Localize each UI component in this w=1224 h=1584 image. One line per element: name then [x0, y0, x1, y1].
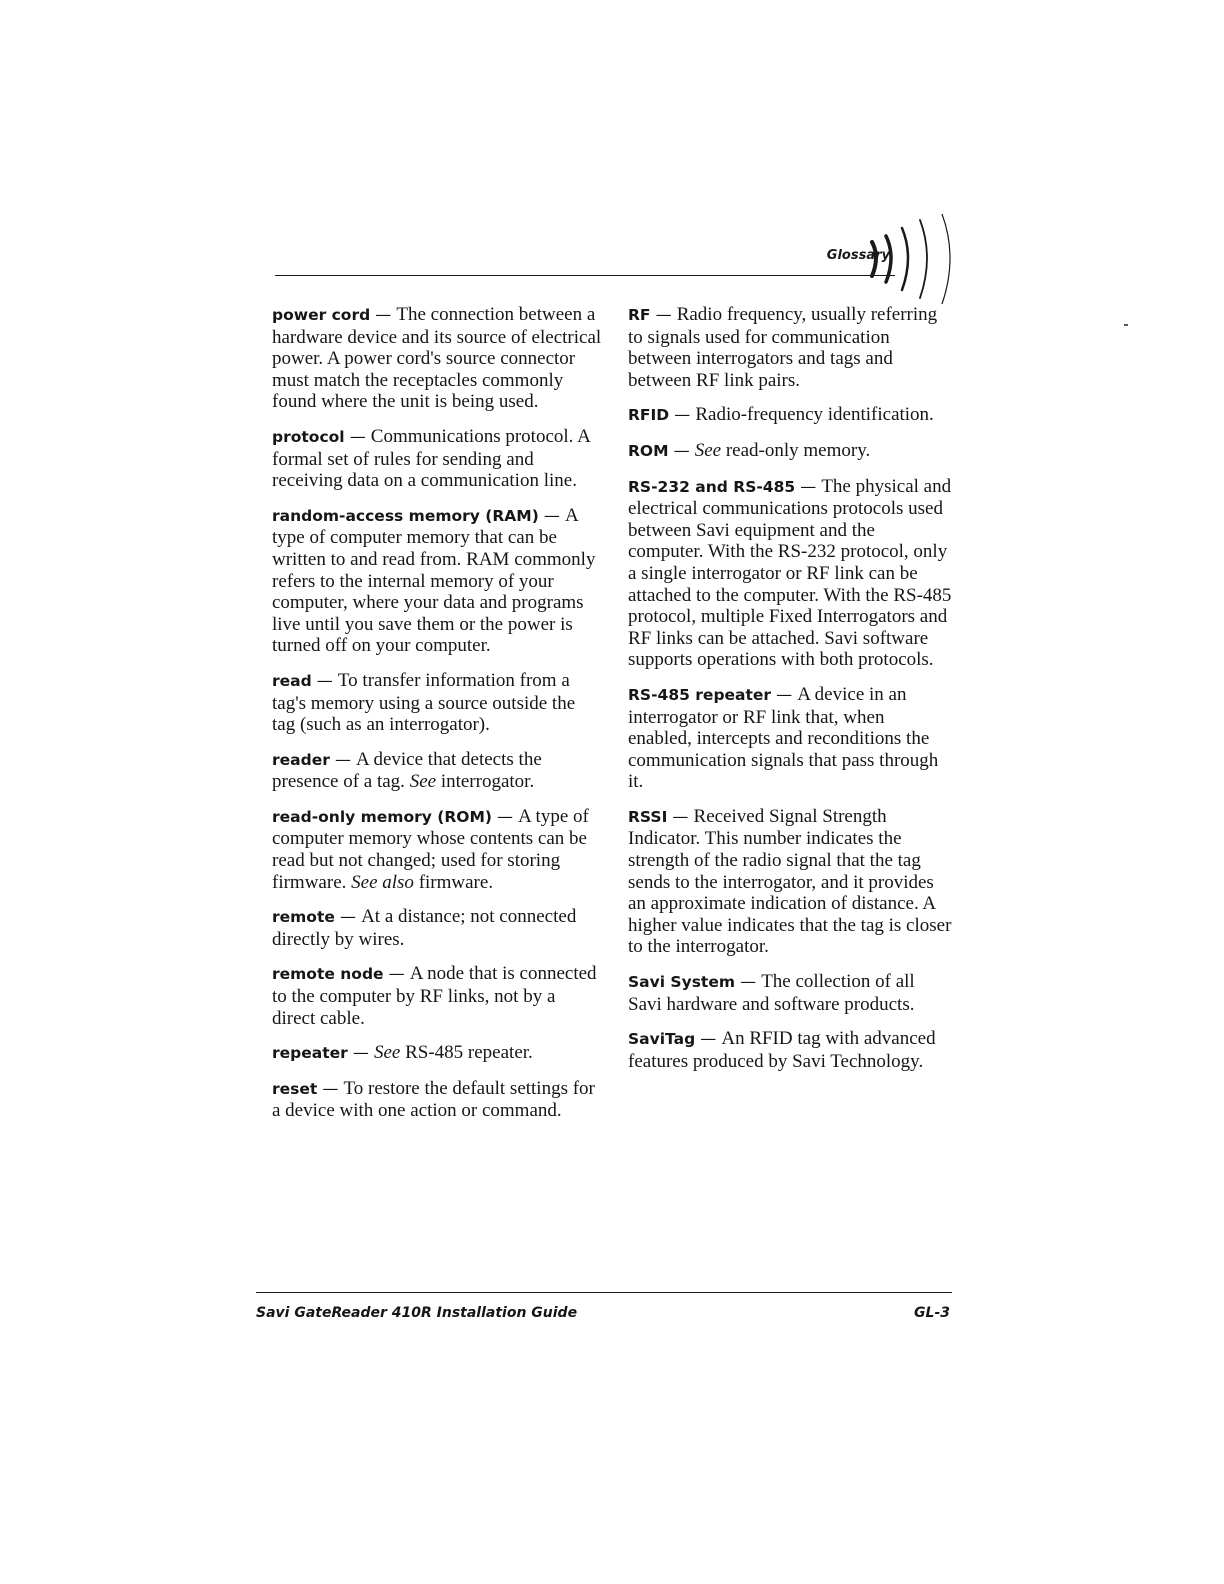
glossary-entry: random-access memory (RAM) — A type of computer memory that can be written to and read from. RAM commonly refers to the internal memory of your computer, where your data and programs live until you save them or the power is turned off on your computer. — [272, 504, 596, 657]
glossary-definition: At a distance; not connected directly by wires. — [272, 906, 577, 950]
glossary-column-right — [628, 304, 953, 1085]
glossary-definition: A device that detects the presence of a tag. — [272, 748, 542, 793]
glossary-term: RFID — [628, 406, 670, 425]
cross-reference-see-also: See also — [351, 871, 414, 893]
glossary-term: repeater — [272, 1044, 348, 1063]
glossary-entry: protocol — Communications protocol. A formal set of rules for sending and receiving data on a communication line. — [272, 425, 590, 492]
glossary-entry: remote node — A node that is connected to the computer by RF links, not by a direct cable. — [272, 963, 597, 1029]
glossary-term: SaviTag — [628, 1030, 696, 1049]
glossary-definition: Radio-frequency identification. — [695, 404, 934, 426]
glossary-term: read — [272, 671, 312, 690]
glossary-entry: power cord — The connection between a hardware device and its source of electrical power. A power cord's source connector must match the receptacles commonly found where the unit is being used. — [272, 304, 602, 413]
glossary-term: read-only memory (ROM) — [272, 807, 492, 826]
scan-speck — [1124, 324, 1128, 326]
glossary-entry: RF — Radio frequency, usually referring to signals used for communication between interrogators and tags and between RF link pairs. — [628, 304, 938, 391]
glossary-entry: reset — To restore the default settings for a device with one action or command. — [272, 1077, 595, 1122]
header-rule — [275, 275, 895, 276]
glossary-definition: The connection between a hardware device and its source of electrical power. A power cord's source connector must match the receptacles commonly found where the unit is being used. — [272, 304, 602, 413]
glossary-term: Savi System — [628, 973, 736, 992]
glossary-entry: RS-485 repeater — A device in an interrogator or RF link that, when enabled, intercepts and reconditions the communication signals that pass through it. — [628, 683, 939, 793]
glossary-definition: A type of computer memory whose contents can be read but not changed; used for storing firmware. — [272, 805, 589, 893]
glossary-definition: To restore the default settings for a device with one action or command. — [272, 1077, 595, 1122]
glossary-entry: RS-232 and RS-485 — The physical and electrical communications protocols used between Savi equipment and the computer. With the RS-232 protocol, only a single interrogator or RF link can be attached to the computer. With the RS-485 protocol, multiple Fixed Interrogators and RF links can be attached. Savi software supports operations with both protocols. — [628, 475, 952, 671]
glossary-definition: The collection of all Savi hardware and software products. — [628, 971, 915, 1015]
glossary-entry: remote — At a distance; not connected directly by wires. — [272, 906, 577, 950]
glossary-definition: A type of computer memory that can be written to and read from. RAM commonly refers to the internal memory of your computer, where your data and programs live until you save them or the power is turned off on your computer. — [272, 504, 596, 657]
cross-reference-see: See — [409, 771, 437, 793]
footer-doc-title: Savi GateReader 410R Installation Guide — [256, 1305, 578, 1321]
glossary-column-left — [272, 304, 602, 1135]
section-title: Glossary — [826, 248, 890, 263]
glossary-definition: Received Signal Strength Indicator. This number indicates the strength of the radio signal that the tag sends to the interrogator, and it provides an approximate indication of distance. A higher value indicates that the tag is closer to the interrogator. — [628, 805, 952, 958]
glossary-term: reset — [272, 1079, 318, 1098]
glossary-term: power cord — [272, 306, 371, 324]
glossary-entry: RSSI — Received Signal Strength Indicator. This number indicates the strength of the radio signal that the tag sends to the interrogator, and it provides an approximate indication of distance. A higher value indicates that the tag is closer to the interrogator. — [628, 805, 952, 958]
glossary-entry: SaviTag — An RFID tag with advanced features produced by Savi Technology. — [628, 1028, 936, 1072]
glossary-term: remote — [272, 908, 335, 927]
glossary-definition: The physical and electrical communications protocols used between Savi equipment and the computer. With the RS-232 protocol, only a single interrogator or RF link can be attached to the computer. With the RS-485 protocol, multiple Fixed Interrogators and RF links can be attached. Savi software supports operations with both protocols. — [628, 475, 952, 671]
glossary-definition: Communications protocol. A formal set of rules for sending and receiving data on a communication line. — [272, 425, 590, 492]
glossary-definition: Radio frequency, usually referring to signals used for communication between interrogators and tags and between RF link pairs. — [628, 304, 938, 391]
glossary-entry: RFID — Radio-frequency identification. — [628, 404, 934, 426]
cross-reference-see: See — [694, 439, 722, 461]
glossary-term: protocol — [272, 427, 345, 446]
footer-rule — [256, 1292, 952, 1293]
cross-reference-see: See — [373, 1042, 401, 1064]
glossary-definition: An RFID tag with advanced features produced by Savi Technology. — [628, 1028, 936, 1072]
glossary-entry: read-only memory (ROM) — A type of computer memory whose contents can be read but not changed; used for storing firmware. See also firmware. — [272, 805, 589, 893]
glossary-definition: A device in an interrogator or RF link that, when enabled, intercepts and reconditions the communication signals that pass through it. — [628, 683, 939, 793]
glossary-term: remote node — [272, 965, 384, 984]
glossary-entry: ROM — See read-only memory. — [628, 439, 871, 461]
glossary-term: random-access memory (RAM) — [272, 506, 539, 525]
glossary-term: RS-485 repeater — [628, 685, 772, 704]
glossary-term: RSSI — [628, 807, 668, 826]
glossary-term: ROM — [628, 441, 669, 460]
glossary-term: reader — [272, 750, 330, 769]
glossary-entry: reader — A device that detects the presence of a tag. See interrogator. — [272, 748, 542, 793]
glossary-term: RF — [628, 306, 651, 324]
glossary-entry: read — To transfer information from a tag's memory using a source outside the tag (such as an interrogator). — [272, 669, 576, 736]
footer-page-number: GL-3 — [914, 1305, 950, 1321]
glossary-entry: repeater — See RS-485 repeater. — [272, 1042, 533, 1064]
signal-waves-logo — [868, 214, 968, 304]
glossary-definition: To transfer information from a tag's memory using a source outside the tag (such as an interrogator). — [272, 669, 576, 736]
glossary-entry: Savi System — The collection of all Savi hardware and software products. — [628, 971, 915, 1015]
glossary-definition: A node that is connected to the computer by RF links, not by a direct cable. — [272, 963, 597, 1029]
glossary-term: RS-232 and RS-485 — [628, 477, 796, 496]
